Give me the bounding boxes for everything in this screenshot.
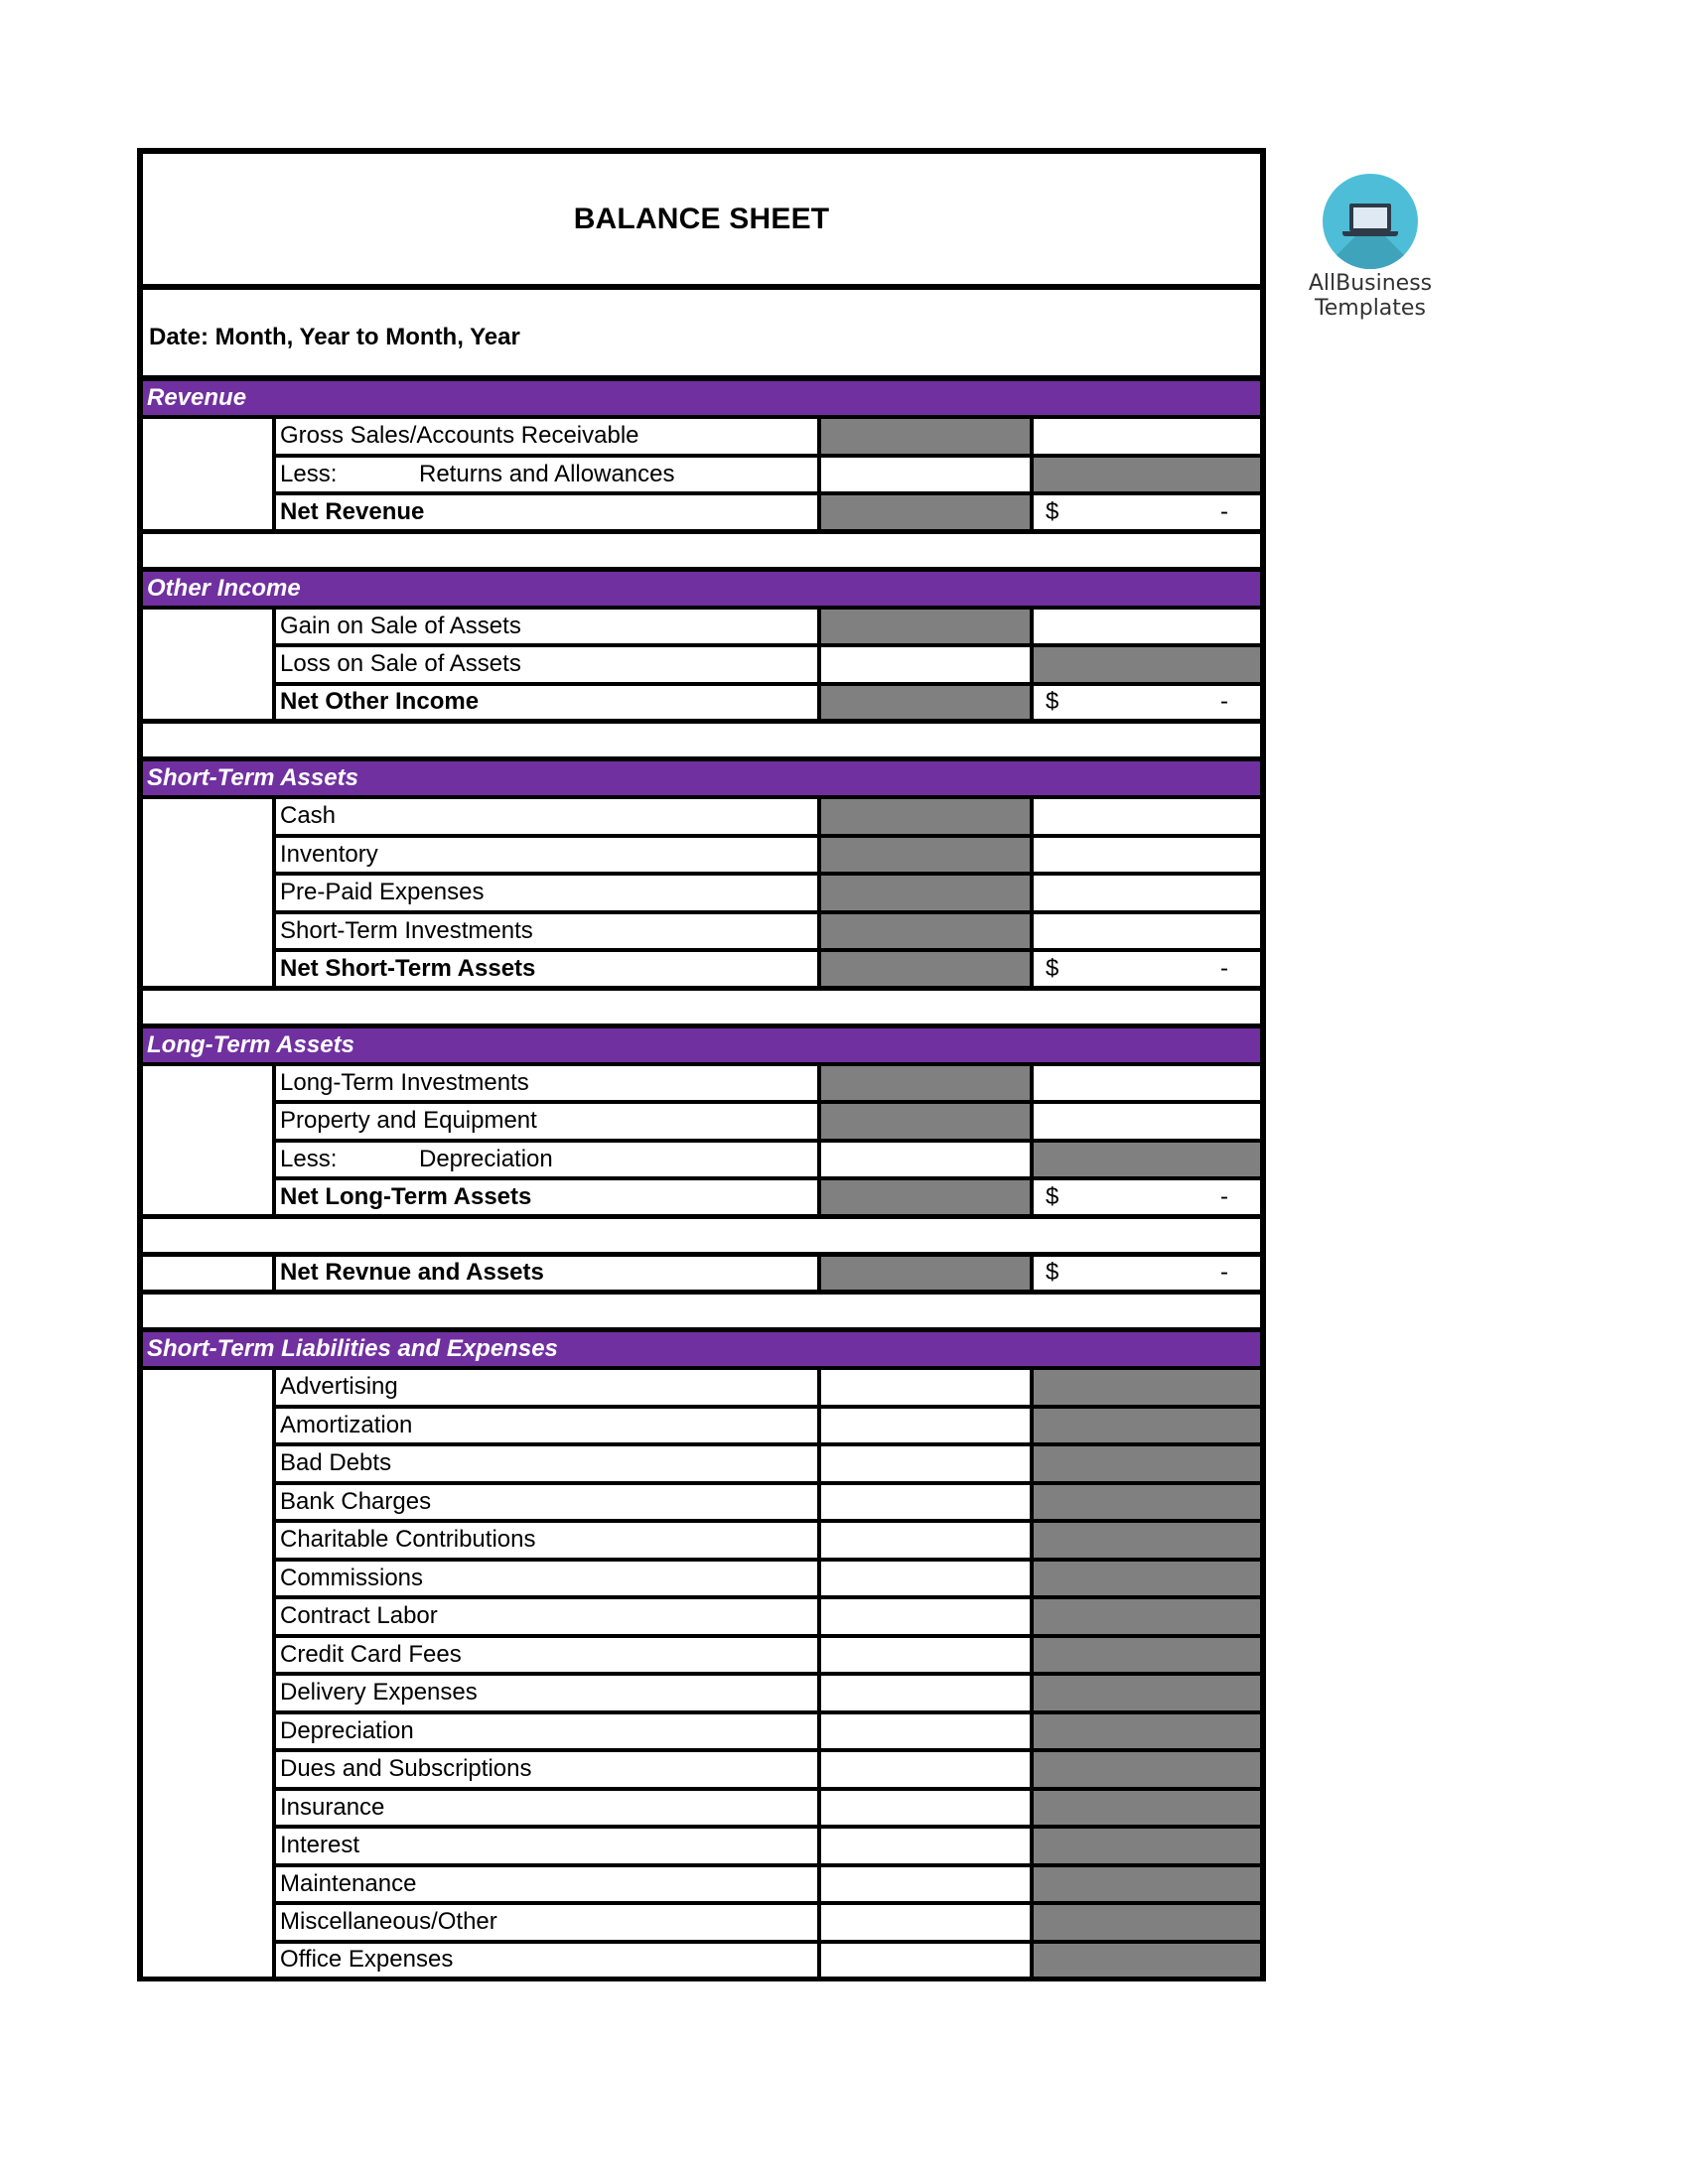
row-label: Contract Labor — [276, 1599, 821, 1638]
amount-cell[interactable] — [1034, 419, 1260, 458]
table-row — [143, 1409, 1260, 1447]
row-label: Cash — [276, 799, 821, 838]
indent-cell — [143, 914, 276, 953]
shaded-cell — [1034, 1944, 1260, 1982]
indent-cell — [143, 647, 276, 686]
indent-cell — [143, 1370, 276, 1409]
table-row — [143, 876, 1260, 914]
amount-cell[interactable] — [821, 1143, 1034, 1181]
total-value-cell — [1034, 686, 1260, 725]
currency-symbol: $ — [1046, 954, 1059, 982]
less-prefix: Less: — [280, 1145, 338, 1172]
row-label: Gain on Sale of Assets — [276, 610, 821, 648]
indent-cell — [143, 1791, 276, 1830]
shaded-cell — [821, 876, 1034, 914]
amount-cell[interactable] — [1034, 914, 1260, 953]
table-row — [143, 1905, 1260, 1944]
row-label: Miscellaneous/Other — [276, 1905, 821, 1944]
total-row — [143, 686, 1260, 725]
shaded-cell — [821, 1257, 1034, 1296]
shaded-cell — [821, 799, 1034, 838]
amount-cell[interactable] — [821, 1562, 1034, 1600]
indent-cell — [143, 1104, 276, 1143]
shaded-cell — [1034, 458, 1260, 496]
table-row — [143, 610, 1260, 648]
amount-cell[interactable] — [821, 1752, 1034, 1791]
currency-symbol: $ — [1046, 1182, 1059, 1210]
row-label: Bad Debts — [276, 1446, 821, 1485]
spacer-row — [143, 534, 1260, 572]
indent-cell — [143, 419, 276, 458]
indent-cell — [143, 1446, 276, 1485]
amount-cell[interactable] — [821, 1905, 1034, 1944]
amount-cell[interactable] — [1034, 1104, 1260, 1143]
shaded-cell — [821, 686, 1034, 725]
shaded-cell — [1034, 1599, 1260, 1638]
laptop-icon — [1323, 174, 1418, 269]
total-value: - — [1220, 497, 1228, 525]
shaded-cell — [821, 914, 1034, 953]
logo-line-2: Templates — [1315, 296, 1426, 321]
date-box — [137, 290, 1266, 381]
table-row — [143, 1446, 1260, 1485]
amount-cell[interactable] — [821, 1599, 1034, 1638]
shaded-cell — [1034, 1638, 1260, 1677]
section-header-liabilities: Short-Term Liabilities and Expenses — [143, 1332, 1260, 1370]
shaded-cell — [821, 1066, 1034, 1105]
indent-cell — [143, 1066, 276, 1105]
less-prefix: Less: — [280, 460, 338, 487]
row-label: Dues and Subscriptions — [276, 1752, 821, 1791]
indent-cell — [143, 458, 276, 496]
total-value-cell — [1034, 952, 1260, 991]
indent-cell — [143, 1409, 276, 1447]
date-range: Date: Month, Year to Month, Year — [149, 324, 520, 350]
row-label: Pre-Paid Expenses — [276, 876, 821, 914]
total-value: - — [1220, 1259, 1228, 1287]
indent-cell — [143, 1944, 276, 1982]
shaded-cell — [1034, 1905, 1260, 1944]
amount-cell[interactable] — [821, 1867, 1034, 1906]
amount-cell[interactable] — [821, 1485, 1034, 1524]
indent-cell — [143, 838, 276, 877]
total-label: Net Other Income — [276, 686, 821, 725]
row-label: Office Expenses — [276, 1944, 821, 1982]
table-row — [143, 1676, 1260, 1714]
total-value: - — [1220, 1182, 1228, 1210]
table-row — [143, 1104, 1260, 1143]
row-label-text: Depreciation — [419, 1145, 553, 1172]
balance-grid — [137, 381, 1266, 1981]
table-row — [143, 458, 1260, 496]
shaded-cell — [1034, 1714, 1260, 1753]
shaded-cell — [821, 952, 1034, 991]
indent-cell — [143, 1829, 276, 1867]
table-row — [143, 838, 1260, 877]
indent-cell — [143, 1562, 276, 1600]
currency-symbol: $ — [1046, 688, 1059, 716]
total-row — [143, 952, 1260, 991]
row-label: Maintenance — [276, 1867, 821, 1906]
grand-total-row — [143, 1257, 1260, 1296]
indent-cell — [143, 1638, 276, 1677]
row-label: Commissions — [276, 1562, 821, 1600]
indent-cell — [143, 1485, 276, 1524]
currency-symbol: $ — [1046, 1259, 1059, 1287]
total-row — [143, 1180, 1260, 1219]
indent-cell — [143, 1867, 276, 1906]
total-row — [143, 495, 1260, 534]
amount-cell[interactable] — [821, 1370, 1034, 1409]
table-row — [143, 1867, 1260, 1906]
table-row — [143, 647, 1260, 686]
table-row — [143, 1791, 1260, 1830]
section-header-long-term-assets: Long-Term Assets — [143, 1028, 1260, 1066]
row-label — [276, 458, 821, 496]
row-label: Property and Equipment — [276, 1104, 821, 1143]
amount-cell[interactable] — [1034, 610, 1260, 648]
shaded-cell — [1034, 1485, 1260, 1524]
row-label-text: Returns and Allowances — [419, 460, 675, 487]
row-label: Gross Sales/Accounts Receivable — [276, 419, 821, 458]
spacer-row — [143, 991, 1260, 1028]
total-label: Net Short-Term Assets — [276, 952, 821, 991]
amount-cell[interactable] — [1034, 799, 1260, 838]
shaded-cell — [821, 838, 1034, 877]
table-row — [143, 1829, 1260, 1867]
amount-cell[interactable] — [821, 458, 1034, 496]
amount-cell[interactable] — [1034, 876, 1260, 914]
indent-cell — [143, 1599, 276, 1638]
shaded-cell — [1034, 1370, 1260, 1409]
table-row — [143, 1143, 1260, 1181]
amount-cell[interactable] — [821, 1944, 1034, 1982]
row-label: Interest — [276, 1829, 821, 1867]
table-row — [143, 1523, 1260, 1562]
total-label: Net Revnue and Assets — [276, 1257, 821, 1296]
shaded-cell — [1034, 1791, 1260, 1830]
total-value: - — [1220, 688, 1228, 716]
logo-text — [1301, 271, 1440, 321]
shaded-cell — [1034, 1523, 1260, 1562]
indent-cell — [143, 1143, 276, 1181]
row-label: Long-Term Investments — [276, 1066, 821, 1105]
amount-cell[interactable] — [821, 1791, 1034, 1830]
table-row — [143, 914, 1260, 953]
total-value-cell — [1034, 1180, 1260, 1219]
shaded-cell — [1034, 1446, 1260, 1485]
table-row — [143, 1370, 1260, 1409]
row-label: Insurance — [276, 1791, 821, 1830]
table-row — [143, 1944, 1260, 1982]
table-row — [143, 1714, 1260, 1753]
table-row — [143, 1752, 1260, 1791]
shaded-cell — [1034, 1867, 1260, 1906]
row-label: Credit Card Fees — [276, 1638, 821, 1677]
title-box — [137, 148, 1266, 290]
row-label — [276, 1143, 821, 1181]
total-value-cell — [1034, 1257, 1260, 1296]
total-value: - — [1220, 954, 1228, 982]
amount-cell[interactable] — [821, 1409, 1034, 1447]
shaded-cell — [1034, 1562, 1260, 1600]
shaded-cell — [821, 610, 1034, 648]
row-label: Amortization — [276, 1409, 821, 1447]
total-value-cell — [1034, 495, 1260, 534]
amount-cell[interactable] — [821, 647, 1034, 686]
row-label: Bank Charges — [276, 1485, 821, 1524]
section-header-revenue: Revenue — [143, 381, 1260, 419]
table-row — [143, 1066, 1260, 1105]
amount-cell[interactable] — [821, 1638, 1034, 1677]
row-label: Loss on Sale of Assets — [276, 647, 821, 686]
shaded-cell — [1034, 647, 1260, 686]
shaded-cell — [821, 419, 1034, 458]
balance-sheet — [137, 148, 1266, 1981]
amount-cell[interactable] — [1034, 838, 1260, 877]
allbusiness-templates-logo — [1301, 174, 1440, 321]
amount-cell[interactable] — [821, 1523, 1034, 1562]
spacer-row — [143, 1295, 1260, 1332]
currency-symbol: $ — [1046, 497, 1059, 525]
indent-cell — [143, 1752, 276, 1791]
shaded-cell — [1034, 1752, 1260, 1791]
shaded-cell — [821, 1180, 1034, 1219]
table-row — [143, 1638, 1260, 1677]
indent-cell — [143, 1905, 276, 1944]
shaded-cell — [1034, 1676, 1260, 1714]
shaded-cell — [1034, 1829, 1260, 1867]
row-label: Advertising — [276, 1370, 821, 1409]
amount-cell[interactable] — [821, 1829, 1034, 1867]
amount-cell[interactable] — [821, 1714, 1034, 1753]
table-row — [143, 1562, 1260, 1600]
spacer-row — [143, 1219, 1260, 1257]
row-label: Inventory — [276, 838, 821, 877]
spacer-row — [143, 724, 1260, 761]
shaded-cell — [821, 495, 1034, 534]
amount-cell[interactable] — [821, 1446, 1034, 1485]
indent-cell — [143, 952, 276, 991]
indent-cell — [143, 610, 276, 648]
amount-cell[interactable] — [1034, 1066, 1260, 1105]
section-header-other-income: Other Income — [143, 572, 1260, 610]
total-label: Net Revenue — [276, 495, 821, 534]
table-row — [143, 1485, 1260, 1524]
indent-cell — [143, 495, 276, 534]
page-title: BALANCE SHEET — [573, 202, 830, 235]
indent-cell — [143, 1180, 276, 1219]
section-header-short-term-assets: Short-Term Assets — [143, 761, 1260, 799]
indent-cell — [143, 1523, 276, 1562]
indent-cell — [143, 799, 276, 838]
shaded-cell — [1034, 1143, 1260, 1181]
row-label: Delivery Expenses — [276, 1676, 821, 1714]
shaded-cell — [1034, 1409, 1260, 1447]
indent-cell — [143, 1714, 276, 1753]
row-label: Charitable Contributions — [276, 1523, 821, 1562]
row-label: Depreciation — [276, 1714, 821, 1753]
table-row — [143, 419, 1260, 458]
amount-cell[interactable] — [821, 1676, 1034, 1714]
indent-cell — [143, 1676, 276, 1714]
liabilities-rows — [143, 1370, 1260, 1981]
table-row — [143, 799, 1260, 838]
shaded-cell — [821, 1104, 1034, 1143]
indent-cell — [143, 876, 276, 914]
logo-line-1: AllBusiness — [1308, 271, 1433, 296]
indent-cell — [143, 1257, 276, 1296]
indent-cell — [143, 686, 276, 725]
table-row — [143, 1599, 1260, 1638]
row-label: Short-Term Investments — [276, 914, 821, 953]
total-label: Net Long-Term Assets — [276, 1180, 821, 1219]
